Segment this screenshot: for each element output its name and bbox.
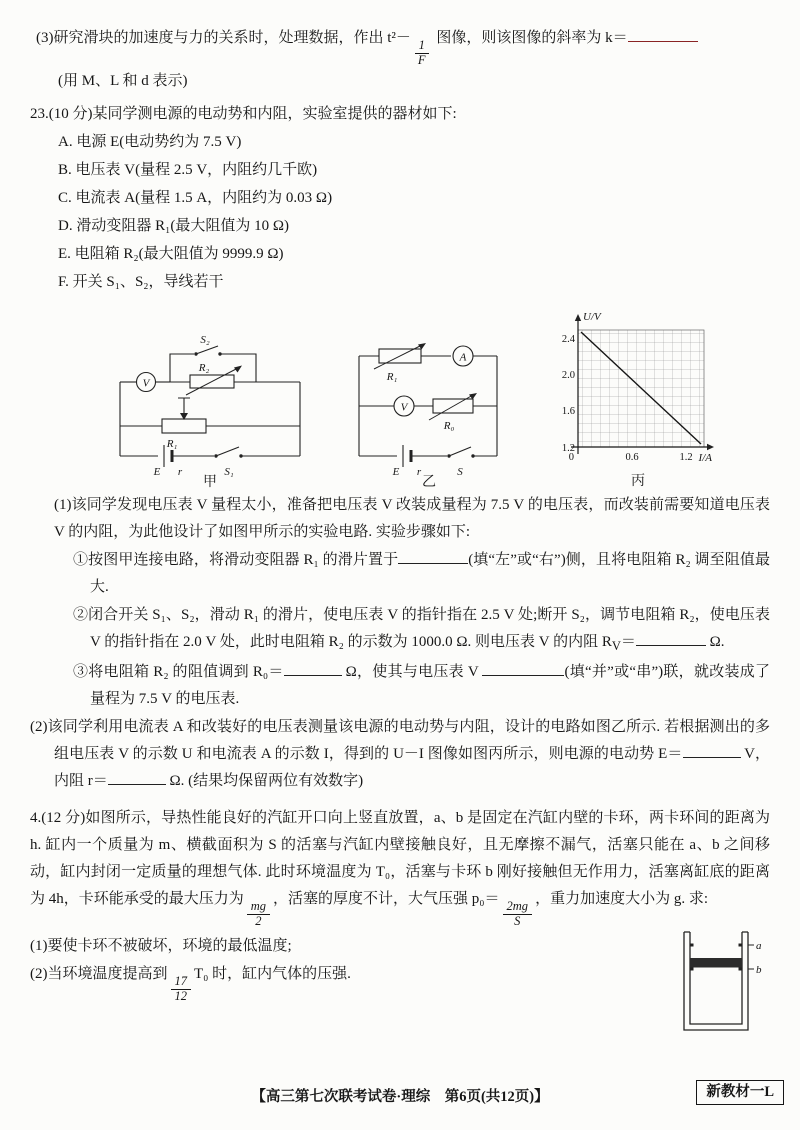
text-segment: (3)研究滑块的加速度与力的关系时，处理数据，作出 t²－ [36, 30, 411, 46]
cylinder-figure [670, 926, 764, 1040]
answer-blank-internal-resistance [108, 770, 166, 785]
equipment-item-f: F. 开关 S₁、S₂，导线若干 [58, 274, 224, 291]
fraction-17-over-12 [171, 975, 192, 1004]
fraction-2mg-over-s [503, 900, 533, 929]
text-segment: ，重力加速度大小为 g. 求: [535, 890, 708, 907]
resistor-r2-label: R₂ [198, 362, 210, 375]
slider-stem [178, 398, 190, 415]
voltmeter-label: V [142, 377, 150, 390]
cylinder-outer-wall [684, 932, 748, 1030]
switch-s-label: S [457, 466, 463, 479]
switch-s1-label: S₁ [224, 466, 234, 479]
answer-blank-r0 [284, 661, 342, 676]
cylinder-inner-wall [690, 932, 742, 1024]
q23-part1-intro: (1)该同学发现电压表 V 量程太小，准备把电压表 V 改装成量程为 7.5 V 的电压表，而改装前需要知道电压表 V 的内阻，为此他设计了如图甲所示的实验电路. 实验步骤如下: [54, 497, 770, 541]
text-segment: V，内阻 r＝ [54, 745, 771, 789]
switch-s2-icon [196, 346, 218, 354]
ring-a-left [690, 944, 694, 947]
y-axis-label: U/V [583, 311, 601, 324]
equipment-item-d: D. 滑动变阻器 R₁(最大阻值为 10 Ω) [58, 218, 289, 235]
text-segment: ①按图甲连接电路，将滑动变阻器 R₁ 的滑片置于 [73, 552, 399, 569]
fraction-mg-over-2 [247, 900, 270, 929]
question-24 [30, 805, 770, 1040]
page-footer [0, 1084, 800, 1110]
fraction-numerator: 1 [415, 39, 429, 54]
q23-step-3 [30, 659, 770, 713]
answer-blank-emf [683, 743, 741, 758]
text-segment: ③将电阻箱 R₂ 的阻值调到 R₀＝ [73, 663, 284, 680]
q24-sub2 [30, 961, 670, 1003]
x-tick: 0 [568, 452, 574, 464]
text-segment: (2)当环境温度提高到 [30, 966, 168, 983]
q24-sub1: (1)要使卡环不被破坏，环境的最低温度; [30, 938, 292, 955]
figure-yi-caption: 乙 [422, 475, 436, 491]
fraction-numerator: mg [247, 900, 270, 915]
q24-subquestions [30, 932, 670, 1004]
subscript-v: V [611, 639, 621, 654]
text-segment: 4.(12 分)如图所示，导热性能良好的汽缸开口向上竖直放置，a、b 是固定在汽缸内壁的卡环，两卡环间的距离为 h. 缸内一个质量为 m、横截面积为 S 的活塞与汽缸内壁接触良好，且无摩擦不漏气，活塞只能在 a、b 之间移动，缸内封闭一定质量的理想气体. 此时环境温度为 T₀，活塞与卡环 b 刚好接触但无作用力，活塞离缸底的距离为 4h，卡环能承受的最大压力为 [30, 809, 770, 907]
switch-s2-label: S₂ [200, 334, 210, 347]
fraction-numerator: 2mg [503, 900, 533, 915]
y-tick: 1.6 [561, 406, 575, 418]
fraction-1-over-F [414, 39, 430, 68]
answer-blank-slope [628, 27, 698, 42]
equipment-item-a: A. 电源 E(电动势约为 7.5 V) [58, 134, 242, 151]
ring-b-left [690, 968, 694, 971]
q23-part2 [30, 714, 770, 795]
rheostat-r1-icon [162, 419, 206, 433]
edition-box: 新教材一L [696, 1080, 784, 1105]
rheostat-r1-label: R₁ [166, 438, 178, 451]
text-segment: ②闭合开关 S₁、S₂，滑动 R₁ 的滑片，使电压表 V 的指针指在 2.5 V 处;断开 S₂，调节电阻箱 R₂，使电压表 V 的指针指在 2.0 V 处，此时电阻箱 R₂ 的示数为 1000.0 Ω. 则电压表 V 的内阻 R [73, 607, 770, 651]
equipment-item-e: E. 电阻箱 R₂(最大阻值为 9999.9 Ω) [58, 246, 284, 263]
fraction-denominator: 12 [174, 988, 187, 1003]
q24-bottom [30, 932, 770, 1040]
switch-s-icon [449, 447, 471, 456]
y-tick: 1.2 [561, 443, 575, 455]
fraction-denominator: S [514, 913, 521, 928]
text-segment: Ω，使其与电压表 V [341, 663, 483, 680]
arrow-head [234, 366, 242, 373]
q23-step-2 [30, 602, 770, 658]
answer-blank-rv [636, 631, 706, 646]
ring-b-right [739, 968, 743, 971]
y-axis-arrow [575, 314, 581, 321]
figure-bing-caption: 丙 [631, 474, 645, 490]
text-segment: Ω. (结果均保留两位有效数字) [165, 772, 364, 789]
x-tick: 0.6 [625, 452, 639, 464]
y-tick: 2.0 [561, 370, 575, 382]
fraction-denominator: F [417, 52, 426, 67]
q22-part3-text [30, 25, 770, 67]
battery-e-label: E [392, 466, 400, 479]
text-segment: 时，缸内气体的压强. [208, 966, 351, 983]
fraction-numerator: 17 [171, 975, 192, 990]
question-22-part3 [30, 25, 770, 95]
text-segment: Ω. [705, 634, 725, 651]
equipment-item-c: C. 电流表 A(量程 1.5 A，内阻约为 0.03 Ω) [58, 190, 333, 207]
battery-r-label: r [177, 466, 183, 479]
x-axis-arrow [707, 444, 714, 450]
battery-r-label: r [416, 466, 422, 479]
ring-a-label: a [756, 940, 762, 953]
q23-step-1 [30, 547, 770, 601]
ui-graph-bing [546, 306, 724, 488]
battery-e-label: E [153, 466, 161, 479]
q23-title: 23.(10 分)某同学测电源的电动势和内阻，实验室提供的器材如下: [30, 106, 457, 123]
text-segment: (2)该同学利用电流表 A 和改装好的电压表测量该电源的电动势与内阻，设计的电路如图乙所示. 若根据测出的多组电压表 V 的示数 U 和电流表 A 的示数 I，得到的 U－I 图像如图丙所示，则电源的电动势 E＝ [30, 718, 771, 762]
text-segment: ＝ [620, 634, 636, 651]
ammeter-label: A [459, 351, 467, 364]
piston [690, 958, 742, 968]
resistor-r0-label: R₀ [443, 420, 455, 433]
y-tick: 2.4 [561, 334, 575, 346]
text-segment: T₀ [194, 966, 209, 983]
answer-blank-series-parallel [482, 661, 564, 676]
equipment-item-b: B. 电压表 V(量程 2.5 V，内阻约几千欧) [58, 162, 318, 179]
ring-a-right [739, 944, 743, 947]
x-tick: 1.2 [679, 452, 693, 464]
voltmeter-label: V [400, 401, 408, 414]
figure-jia-caption: 甲 [203, 475, 217, 491]
x-axis-label: I/A [698, 452, 712, 465]
text-segment: (填“并”或“串”)联，就改装成了量程为 7.5 V 的电压表. [90, 663, 770, 707]
question-23 [30, 101, 770, 795]
q24-statement [30, 805, 770, 928]
footer-page-info: 【高三第七次联考试卷·理综 第6页(共12页)】 [251, 1088, 549, 1105]
circuit-diagram-jia [108, 334, 313, 491]
ring-b-label: b [756, 964, 762, 977]
text-segment: 图像，则该图像的斜率为 k＝ [432, 30, 628, 46]
answer-blank-slider-side [398, 549, 468, 564]
text-segment: ，活塞的厚度不计，大气压强 p₀＝ [273, 890, 500, 907]
q23-figures [108, 306, 770, 491]
q22-part3-hint: (用 M、L 和 d 表示) [58, 73, 188, 90]
switch-s1-icon [216, 447, 239, 456]
rheostat-r1-label: R₁ [386, 371, 398, 384]
fraction-denominator: 2 [255, 913, 262, 928]
text-segment: (填“左”或“右”)侧，且将电阻箱 R₂ 调至阻值最大. [90, 552, 770, 596]
circuit-diagram-yi [347, 334, 512, 491]
